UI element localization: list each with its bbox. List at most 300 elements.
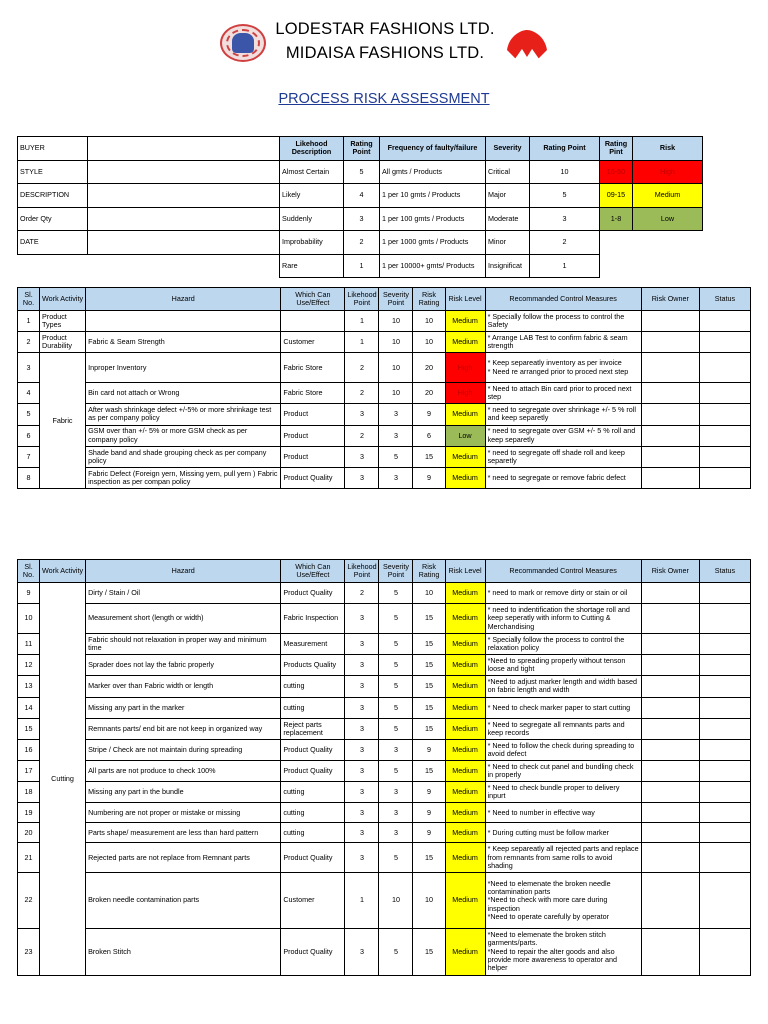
status [699,311,750,332]
info-label: BUYER [18,137,88,161]
risk-level: Medium [445,446,485,467]
status [699,782,750,803]
risk-owner [641,782,699,803]
risk-level: High [445,383,485,404]
midaisa-logo [505,28,549,64]
hazard: Rejected parts are not replace from Remnant parts [86,843,281,873]
serial-number: 9 [18,583,40,604]
lodestar-logo [220,24,266,62]
table-row [18,332,751,353]
risk-level: Medium [445,676,485,697]
work-activity: Product Durability [40,332,86,353]
risk-rating: 10 [413,311,445,332]
risk-rating: 15 [413,697,445,718]
table-row [18,404,751,425]
control-measures: * need to segregate over GSM +/- 5 % roll and keep separetly [485,425,641,446]
risk-level: High [445,353,485,383]
severity-point: 5 [379,697,413,718]
rating-header: Rating Point [344,137,380,161]
work-activity-group: Cutting [40,583,86,976]
severity: Moderate [486,207,530,231]
use-effect: cutting [281,697,345,718]
column-header: Severity Point [379,560,413,583]
column-header: Risk Rating [413,560,445,583]
hazard: After wash shrinkage defect +/-5% or more shrinkage test as per company policy [86,404,281,425]
likelihood-point: 3 [345,761,379,782]
risk-rating: 15 [413,843,445,873]
info-value [88,137,280,161]
status [699,928,750,975]
severity-point: 3 [530,207,600,231]
use-effect: Product Quality [281,739,345,760]
status [699,583,750,604]
use-effect: Product Quality [281,467,345,488]
column-header: Hazard [86,288,281,311]
risk-level: Medium [445,761,485,782]
risk-level: Medium [445,697,485,718]
status [699,761,750,782]
column-header: Risk Owner [641,560,699,583]
hazard: Remnants parts/ end bit are not keep in organized way [86,718,281,739]
severity: Critical [486,160,530,184]
control-measures: * During cutting must be follow marker [485,823,641,843]
likelihood-point: 5 [344,160,380,184]
column-header: Status [699,288,750,311]
table-row [18,467,751,488]
severity: Minor [486,231,530,255]
severity-point: 5 [379,583,413,604]
info-label: Order Qty [18,207,88,231]
severity-point: 10 [379,332,413,353]
info-rating-table [17,136,703,278]
serial-number: 7 [18,446,40,467]
rating-header: Risk [633,137,703,161]
serial-number: 17 [18,761,40,782]
likelihood-point: 3 [345,467,379,488]
empty-cell [18,254,88,278]
hazard: Dirty / Stain / Oil [86,583,281,604]
risk-rating: 15 [413,761,445,782]
serial-number: 19 [18,803,40,823]
likelihood-point: 2 [345,583,379,604]
severity-point: 1 [530,254,600,278]
table-header-row [18,288,751,311]
table-row [18,782,751,803]
control-measures: * Need to check bundle proper to delivery inpurt [485,782,641,803]
likelihood-point: 3 [345,446,379,467]
status [699,383,750,404]
status [699,633,750,654]
severity-point: 3 [379,803,413,823]
severity: Major [486,184,530,208]
serial-number: 6 [18,425,40,446]
severity-point: 5 [379,718,413,739]
likelihood-point: 1 [344,254,380,278]
table-row [18,697,751,718]
use-effect: cutting [281,676,345,697]
risk-owner [641,823,699,843]
hazard: GSM over than +/- 5% or more GSM check as per company policy [86,425,281,446]
control-measures: * Arrange LAB Test to confirm fabric & seam strength [485,332,641,353]
severity-point: 10 [379,353,413,383]
hazard: Broken Stitch [86,928,281,975]
risk-rating: 15 [413,718,445,739]
risk-owner [641,353,699,383]
likelihood-point: 1 [345,311,379,332]
table-row [18,425,751,446]
risk-level: Medium [445,604,485,634]
use-effect [281,311,345,332]
risk-level: Medium [445,928,485,975]
info-row [18,160,703,184]
likelihood-point: 2 [345,353,379,383]
risk-owner [641,843,699,873]
risk-rating: 15 [413,928,445,975]
serial-number: 20 [18,823,40,843]
table-row [18,928,751,975]
column-header: Recommanded Control Measures [485,288,641,311]
use-effect: Measurement [281,633,345,654]
risk-level: Medium [445,739,485,760]
risk-owner [641,425,699,446]
hazard: Fabric & Seam Strength [86,332,281,353]
column-header: Risk Owner [641,288,699,311]
hazard: Inproper Inventory [86,353,281,383]
table-row [18,803,751,823]
use-effect: Products Quality [281,655,345,676]
likelihood-point: 3 [345,676,379,697]
table-row [18,446,751,467]
likelihood-point: 3 [345,697,379,718]
risk-rating: 9 [413,823,445,843]
logo-emblem [232,33,254,53]
risk-rating: 15 [413,633,445,654]
severity-point: 5 [379,655,413,676]
risk-rating: 15 [413,446,445,467]
serial-number: 2 [18,332,40,353]
column-header: Which Can Use/Effect [281,288,345,311]
serial-number: 16 [18,739,40,760]
hazard: Numbering are not proper or mistake or missing [86,803,281,823]
rating-header: Rating Point [530,137,600,161]
severity-point: 3 [379,823,413,843]
severity-point: 10 [379,311,413,332]
use-effect: cutting [281,782,345,803]
serial-number: 23 [18,928,40,975]
risk-rating: 9 [413,782,445,803]
control-measures: * need to segregate over shrinkage +/- 5 % roll and keep separetly [485,404,641,425]
use-effect: Product Quality [281,761,345,782]
risk-level: Low [445,425,485,446]
column-header: Sl. No. [18,560,40,583]
control-measures: * need to indentification the shortage roll and keep seperatly with inform to Cutting & Merchandising [485,604,641,634]
status [699,676,750,697]
hazard: Fabric should not relaxation in proper way and minimum time [86,633,281,654]
risk-level: Medium [445,718,485,739]
table-row [18,761,751,782]
column-header: Work Activity [40,560,86,583]
risk-table-fabric [17,287,751,489]
status [699,655,750,676]
likelihood-point: 3 [345,782,379,803]
info-row [18,184,703,208]
page-title: PROCESS RISK ASSESSMENT [278,91,490,107]
risk-owner [641,739,699,760]
use-effect: Product Quality [281,583,345,604]
serial-number: 15 [18,718,40,739]
risk-level: Medium [445,633,485,654]
severity-point: 2 [530,231,600,255]
severity-point: 5 [530,184,600,208]
risk-level: Medium [445,655,485,676]
table-row [18,843,751,873]
work-activity-group: Fabric [40,353,86,489]
table-row [18,353,751,383]
control-measures: * need to mark or remove dirty or stain or oil [485,583,641,604]
control-measures: *Need to elemenate the broken needle contamination parts *Need to check with more care during inspection *Need to operate carefully by operator [485,873,641,929]
info-label: STYLE [18,160,88,184]
table-header-row [18,560,751,583]
likelihood-point: 4 [344,184,380,208]
info-value [88,207,280,231]
rating-header: Frequency of faulty/failure [380,137,486,161]
use-effect: Product Quality [281,843,345,873]
likelihood-description: Suddenly [280,207,344,231]
severity: Insignificat [486,254,530,278]
serial-number: 10 [18,604,40,634]
risk-owner [641,446,699,467]
control-measures: *Need to elemenate the broken stitch garments/parts. *Need to repair the alter goods and also provide more awareness to operator and helper [485,928,641,975]
risk-owner [641,873,699,929]
column-header: Likehood Point [345,560,379,583]
risk-level: Medium [445,583,485,604]
risk-owner [641,633,699,654]
serial-number: 13 [18,676,40,697]
risk-owner [641,583,699,604]
failure-frequency: 1 per 1000 gmts / Products [380,231,486,255]
hazard: Stripe / Check are not maintain during spreading [86,739,281,760]
risk-rating: 20 [413,353,445,383]
use-effect: Product Quality [281,928,345,975]
column-header: Status [699,560,750,583]
control-measures: * Need to attach Bin card prior to proced next step [485,383,641,404]
risk-level: Medium [445,311,485,332]
likelihood-point: 2 [345,383,379,404]
control-measures: * Need to check cut panel and bundling check in properly [485,761,641,782]
severity-point: 5 [379,928,413,975]
info-label: DESCRIPTION [18,184,88,208]
risk-owner [641,332,699,353]
failure-frequency: All gmts / Products [380,160,486,184]
severity-point: 3 [379,425,413,446]
likelihood-point: 3 [345,718,379,739]
table-row [18,873,751,929]
failure-frequency: 1 per 10 gmts / Products [380,184,486,208]
risk-rating: 20 [413,383,445,404]
use-effect: Product [281,404,345,425]
severity-point: 5 [379,604,413,634]
status [699,332,750,353]
table-row [18,739,751,760]
control-measures: * Need to check marker paper to start cutting [485,697,641,718]
column-header: Recommanded Control Measures [485,560,641,583]
status [699,739,750,760]
severity-point: 10 [379,383,413,404]
likelihood-description: Improbability [280,231,344,255]
use-effect: cutting [281,803,345,823]
hazard: Missing any part in the bundle [86,782,281,803]
likelihood-point: 3 [344,207,380,231]
control-measures: * Keep separeatly inventory as per invoice * Need re arranged prior to proced next step [485,353,641,383]
column-header: Risk Rating [413,288,445,311]
risk-owner [641,718,699,739]
rating-range: 09-15 [600,184,633,208]
info-header-row [18,137,703,161]
info-row [18,207,703,231]
likelihood-point: 3 [345,928,379,975]
column-header: Risk Level [445,288,485,311]
company-name-2: MIDAISA FASHIONS LTD. [285,44,485,62]
risk-owner [641,383,699,404]
use-effect: cutting [281,823,345,843]
rating-range: 16-50 [600,160,633,184]
risk-level: Medium [445,843,485,873]
severity-point: 3 [379,404,413,425]
risk-rating: 15 [413,604,445,634]
table-row [18,718,751,739]
severity-point: 5 [379,446,413,467]
hazard: Broken needle contamination parts [86,873,281,929]
serial-number: 22 [18,873,40,929]
status [699,697,750,718]
risk-owner [641,404,699,425]
use-effect: Fabric Store [281,353,345,383]
status [699,843,750,873]
risk-level: Medium [445,823,485,843]
failure-frequency: 1 per 10000+ gmts/ Products [380,254,486,278]
likelihood-point: 3 [345,843,379,873]
risk-owner [641,803,699,823]
rating-header: Rating Pint [600,137,633,161]
likelihood-description: Rare [280,254,344,278]
risk-rating: 15 [413,676,445,697]
column-header: Hazard [86,560,281,583]
hazard: Shade band and shade grouping check as per company policy [86,446,281,467]
use-effect: Fabric Inspection [281,604,345,634]
severity-point: 3 [379,782,413,803]
table-row [18,311,751,332]
table-row [18,823,751,843]
control-measures: * Need to follow the check during spreading to avoid defect [485,739,641,760]
info-value [88,160,280,184]
rating-header: Likehood Description [280,137,344,161]
likelihood-point: 3 [345,604,379,634]
column-header: Which Can Use/Effect [281,560,345,583]
control-measures: *Need to spreading properly without tenson loose and tight [485,655,641,676]
company-name-1: LODESTAR FASHIONS LTD. [275,20,495,38]
hazard: Measurement short (length or width) [86,604,281,634]
risk-rating: 9 [413,803,445,823]
hazard [86,311,281,332]
info-label: DATE [18,231,88,255]
status [699,353,750,383]
work-activity: Product Types [40,311,86,332]
hazard: Marker over than Fabric width or length [86,676,281,697]
severity-point: 3 [379,739,413,760]
rating-header: Severity [486,137,530,161]
use-effect: Product [281,425,345,446]
risk-level: Medium [633,184,703,208]
status [699,803,750,823]
control-measures: * need to segregate or remove fabric defect [485,467,641,488]
info-row [18,231,703,255]
use-effect: Fabric Store [281,383,345,404]
risk-table-cutting [17,559,751,976]
status [699,604,750,634]
risk-owner [641,467,699,488]
status [699,718,750,739]
info-value [88,231,280,255]
table-row [18,633,751,654]
status [699,823,750,843]
status [699,873,750,929]
column-header: Risk Level [445,560,485,583]
document-header [0,0,768,80]
risk-rating: 10 [413,583,445,604]
hazard: Sprader does not lay the fabric properly [86,655,281,676]
risk-owner [641,761,699,782]
likelihood-point: 3 [345,823,379,843]
severity-point: 5 [379,761,413,782]
column-header: Likehood Point [345,288,379,311]
serial-number: 11 [18,633,40,654]
table-row [18,655,751,676]
control-measures: * Need to number in effective way [485,803,641,823]
risk-rating: 9 [413,739,445,760]
column-header: Sl. No. [18,288,40,311]
likelihood-description: Almost Certain [280,160,344,184]
risk-rating: 10 [413,873,445,929]
likelihood-point: 1 [345,873,379,929]
control-measures: * Keep separeatly all rejected parts and replace from remnants from same rolls to avoid shading [485,843,641,873]
risk-rating: 15 [413,655,445,676]
control-measures: * need to segregate off shade roll and keep separetly [485,446,641,467]
table-row [18,604,751,634]
serial-number: 5 [18,404,40,425]
severity-point: 5 [379,633,413,654]
status [699,446,750,467]
status [699,467,750,488]
failure-frequency: 1 per 100 gmts / Products [380,207,486,231]
table-row [18,583,751,604]
likelihood-point: 3 [345,655,379,676]
severity-point: 10 [530,160,600,184]
likelihood-point: 3 [345,633,379,654]
serial-number: 12 [18,655,40,676]
risk-level: Low [633,207,703,231]
info-value [88,184,280,208]
likelihood-point: 3 [345,404,379,425]
likelihood-point: 2 [344,231,380,255]
likelihood-description: Likely [280,184,344,208]
likelihood-point: 2 [345,425,379,446]
likelihood-point: 3 [345,803,379,823]
use-effect: Product [281,446,345,467]
serial-number: 21 [18,843,40,873]
likelihood-point: 1 [345,332,379,353]
hazard: Bin card not attach or Wrong [86,383,281,404]
risk-level: Medium [445,782,485,803]
